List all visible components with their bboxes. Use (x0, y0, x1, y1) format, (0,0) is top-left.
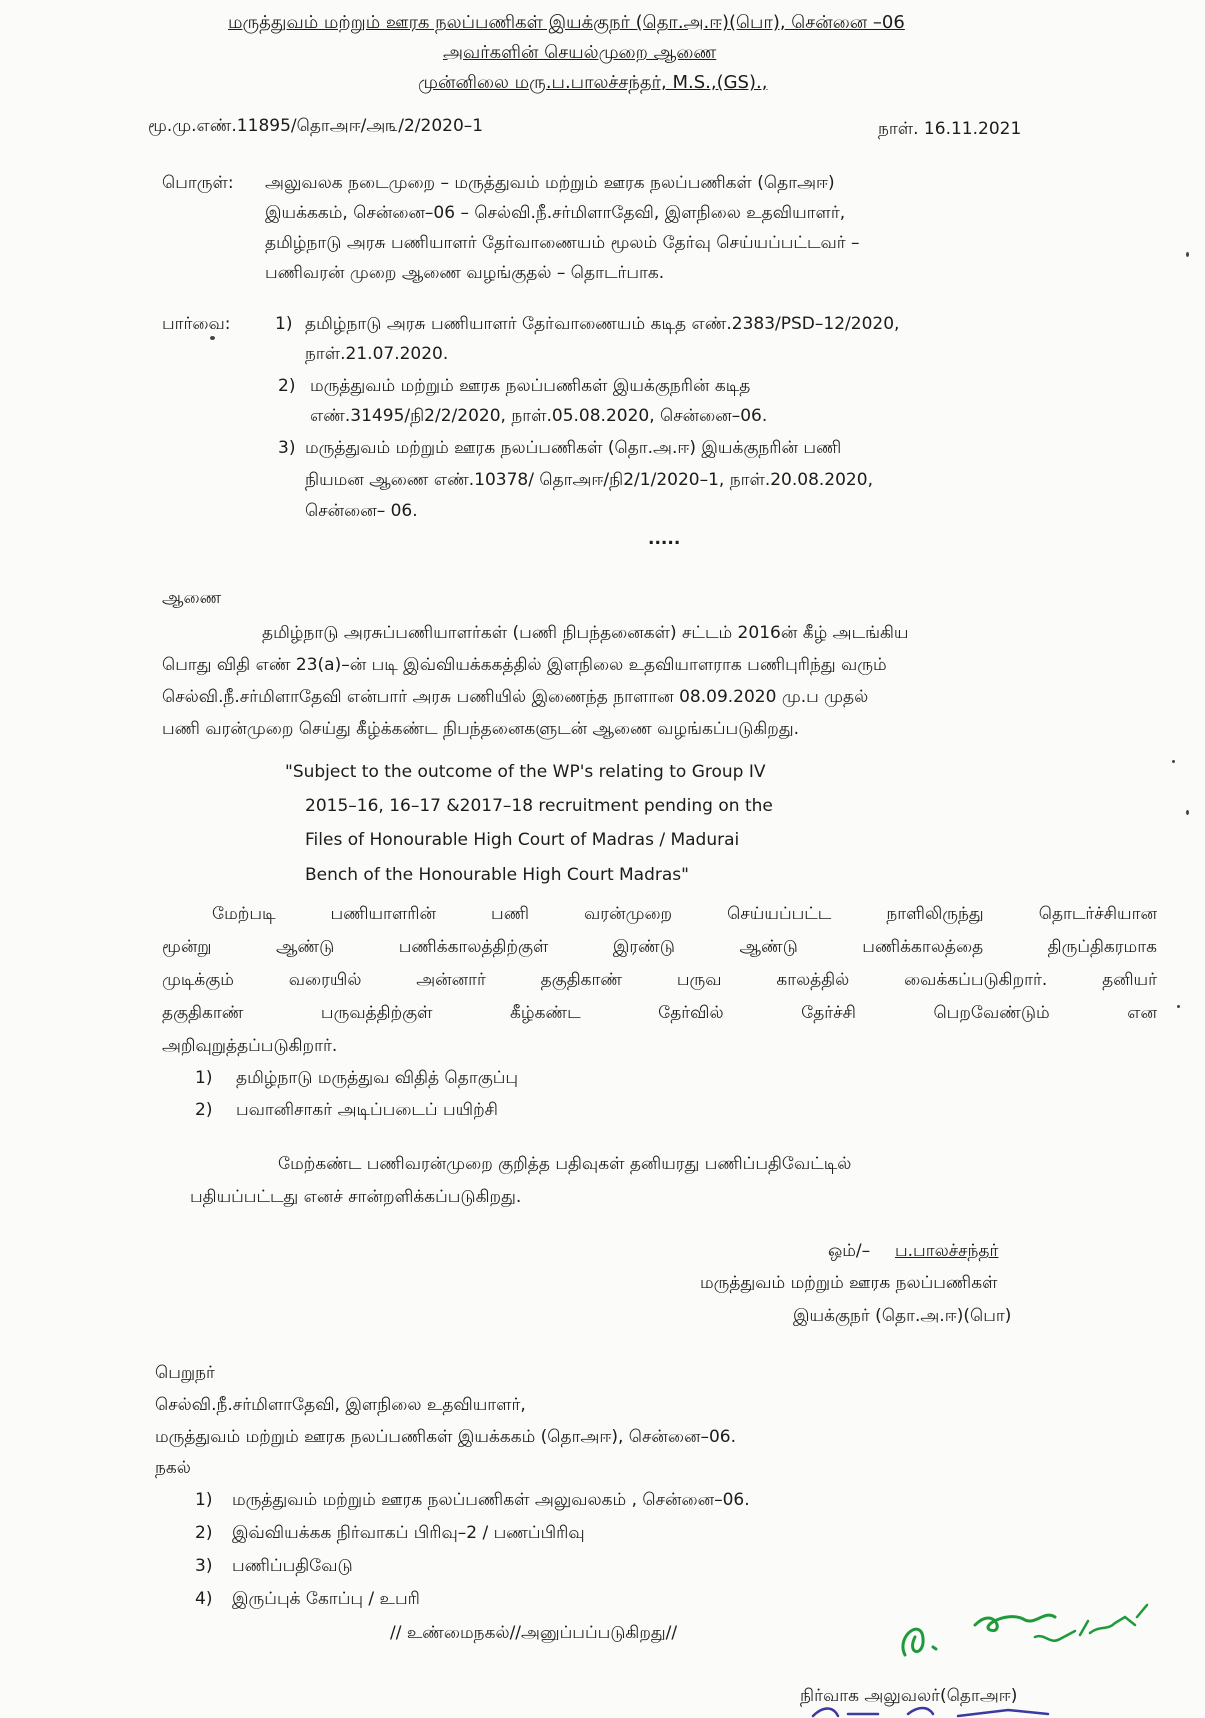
order-paragraph-line: பணி வரன்முறை செய்து கீழ்க்கண்ட நிபந்தனைகளுடன் ஆணை வழங்கப்படுகிறது. (162, 719, 800, 739)
reference-number-item: 2) (278, 376, 296, 396)
certification-line: மேற்கண்ட பணிவரன்முறை குறித்த பதிவுகள் தனியரது பணிப்பதிவேட்டில் (278, 1154, 852, 1174)
reference-text: சென்னை– 06. (305, 501, 418, 521)
reference-text: மருத்துவம் மற்றும் ஊரக நலப்பணிகள் இயக்குநரின் கடித (310, 376, 751, 396)
recipient-label: பெறுநர் (155, 1363, 215, 1383)
condition-quote-line: "Subject to the outcome of the WP's relating to Group IV (285, 762, 766, 782)
attestation-title: நிர்வாக அலுவலர்(தொஅஈ) (800, 1686, 1018, 1706)
references-label: பார்வை: (162, 314, 231, 334)
reference-number: மூ.மு.எண்.11895/தொஅஈ/அ௩/2/2020–1 (148, 116, 484, 136)
copy-label: நகல் (155, 1458, 191, 1478)
probation-paragraph-line: தகுதிகாண் பருவத்திற்குள் கீழ்கண்ட தேர்வில் தேர்ச்சி பெறவேண்டும் என (162, 1003, 1157, 1023)
header-line-1: மருத்துவம் மற்றும் ஊரக நலப்பணிகள் இயக்குநர் (தொ.அ.ஈ)(பொ), சென்னை –06 (228, 12, 905, 33)
exam-number: 2) (195, 1100, 213, 1120)
copy-item: இருப்புக் கோப்பு / உபரி (232, 1589, 420, 1609)
condition-quote-line: Files of Honourable High Court of Madras / Madurai (305, 830, 740, 850)
true-copy-note: // உண்மைநகல்//அனுப்பப்படுகிறது// (390, 1623, 678, 1643)
copy-item: மருத்துவம் மற்றும் ஊரக நலப்பணிகள் அலுவலகம் , சென்னை–06. (232, 1490, 750, 1510)
probation-paragraph-last: அறிவுறுத்தப்படுகிறார். (162, 1036, 338, 1056)
copy-item-number: 2) (195, 1523, 213, 1543)
reference-number-item: 1) (275, 314, 293, 334)
subject-label: பொருள்: (162, 173, 234, 193)
condition-quote-line: Bench of the Honourable High Court Madras" (305, 865, 689, 885)
official-stamp (808, 1704, 1108, 1718)
copy-item: பணிப்பதிவேடு (232, 1556, 353, 1576)
copy-item-number: 1) (195, 1490, 213, 1510)
order-paragraph-line: பொது விதி எண் 23(a)–ன் படி இவ்வியக்ககத்தில் இளநிலை உதவியாளராக பணிபுரிந்து வரும் (162, 655, 887, 675)
reference-text: நாள்.21.07.2020. (305, 344, 449, 364)
reference-text: மருத்துவம் மற்றும் ஊரக நலப்பணிகள் (தொ.அ.ஈ) இயக்குநரின் பணி (305, 438, 842, 458)
condition-quote-line: 2015–16, 16–17 &2017–18 recruitment pending on the (305, 796, 773, 816)
scan-speck (1186, 252, 1189, 257)
reference-text: நியமன ஆணை எண்.10378/ தொஅஈ/நி2/1/2020–1, நாள்.20.08.2020, (305, 470, 873, 490)
signatory-name: ப.பாலச்சந்தர் (895, 1241, 999, 1261)
order-date: நாள். 16.11.2021 (878, 119, 1022, 139)
signatory-title: மருத்துவம் மற்றும் ஊரக நலப்பணிகள் (700, 1273, 998, 1293)
exam-name: பவானிசாகர் அடிப்படைப் பயிற்சி (236, 1100, 498, 1120)
subject-line: இயக்ககம், சென்னை–06 – செல்வி.நீ.சர்மிளாதேவி, இளநிலை உதவியாளர், (265, 203, 846, 223)
section-separator: ..... (648, 529, 681, 549)
order-paragraph-line: செல்வி.நீ.சர்மிளாதேவி என்பார் அரசு பணியில் இணைந்த நாளான 08.09.2020 மு.ப முதல் (162, 687, 869, 707)
exam-name: தமிழ்நாடு மருத்துவ விதித் தொகுப்பு (236, 1068, 519, 1088)
header-line-3: முன்னிலை மரு.ப.பாலச்சந்தர், M.S.,(GS)., (418, 72, 768, 93)
probation-paragraph-line: மேற்படி பணியாளரின் பணி வரன்முறை செய்யப்பட்ட நாளிலிருந்து தொடர்ச்சியான (212, 904, 1157, 924)
scan-speck (1172, 760, 1175, 763)
reference-text: எண்.31495/நி2/2/2020, நாள்.05.08.2020, சென்னை–06. (310, 406, 768, 426)
copy-item: இவ்வியக்கக நிர்வாகப் பிரிவு–2 / பணப்பிரிவு (232, 1523, 585, 1543)
subject-line: அலுவலக நடைமுறை – மருத்துவம் மற்றும் ஊரக நலப்பணிகள் (தொஅஈ) (265, 173, 835, 193)
subject-line: பணிவரன் முறை ஆணை வழங்குதல் – தொடர்பாக. (265, 263, 665, 283)
copy-item-number: 4) (195, 1589, 213, 1609)
scan-speck (1186, 810, 1189, 815)
recipient-line: மருத்துவம் மற்றும் ஊரக நலப்பணிகள் இயக்ககம் (தொஅஈ), சென்னை–06. (155, 1427, 737, 1447)
recipient-line: செல்வி.நீ.சர்மிளாதேவி, இளநிலை உதவியாளர், (155, 1395, 526, 1415)
copy-item-number: 3) (195, 1556, 213, 1576)
scan-speck (210, 336, 215, 340)
scan-speck (1177, 1005, 1180, 1008)
probation-paragraph-line: மூன்று ஆண்டு பணிக்காலத்திற்குள் இரண்டு ஆண்டு பணிக்காலத்தை திருப்திகரமாக (162, 937, 1157, 957)
exam-number: 1) (195, 1068, 213, 1088)
certification-line: பதியப்பட்டது எனச் சான்றளிக்கப்படுகிறது. (190, 1187, 522, 1207)
order-heading: ஆணை (162, 588, 222, 608)
order-paragraph-line: தமிழ்நாடு அரசுப்பணியாளர்கள் (பணி நிபந்தனைகள்) சட்டம் 2016ன் கீழ் அடங்கிய (262, 623, 909, 643)
signed-mark: ஒம்/– (828, 1241, 871, 1261)
header-line-2: அவர்களின் செயல்முறை ஆணை (443, 42, 717, 63)
handwritten-signature (885, 1595, 1165, 1675)
probation-paragraph-line: முடிக்கும் வரையில் அன்னார் தகுதிகாண் பருவ காலத்தில் வைக்கப்படுகிறார். தனியர் (162, 970, 1157, 990)
subject-line: தமிழ்நாடு அரசு பணியாளர் தேர்வாணையம் மூலம் தேர்வு செய்யப்பட்டவர் – (265, 233, 860, 253)
reference-text: தமிழ்நாடு அரசு பணியாளர் தேர்வாணையம் கடித எண்.2383/PSD–12/2020, (305, 314, 900, 334)
signatory-title: இயக்குநர் (தொ.அ.ஈ)(பொ) (793, 1306, 1012, 1326)
reference-number-item: 3) (278, 438, 296, 458)
